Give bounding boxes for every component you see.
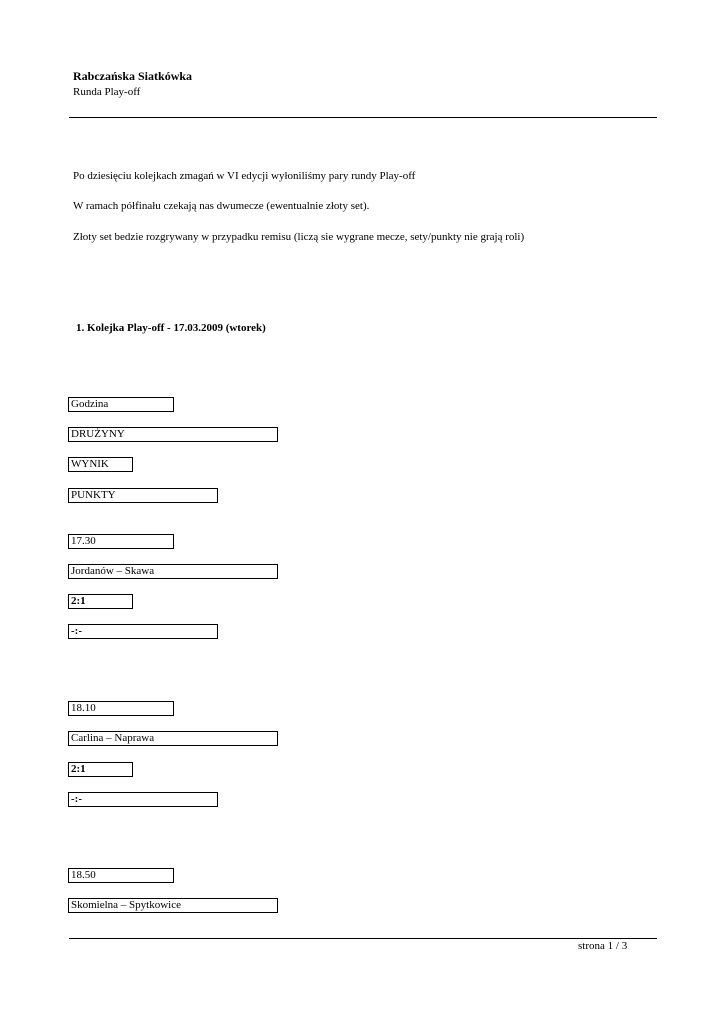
header-cell-result: WYNIK bbox=[68, 457, 133, 472]
intro-paragraph-3: Złoty set bedzie rozgrywany w przypadku remisu (liczą sie wygrane mecze, sety/punkty nie grają roli) bbox=[73, 231, 525, 243]
match-2-result: 2:1 bbox=[68, 762, 133, 777]
match-1-teams: Jordanów – Skawa bbox=[68, 564, 278, 579]
match-2-teams: Carlina – Naprawa bbox=[68, 731, 278, 746]
match-3-teams: Skomielna – Spytkowice bbox=[68, 898, 278, 913]
match-2-points: -:- bbox=[68, 792, 218, 807]
intro-paragraph-1: Po dziesięciu kolejkach zmagań w VI edycji wyłoniliśmy pary rundy Play-off bbox=[73, 170, 416, 182]
header-divider bbox=[69, 117, 657, 118]
match-1-time: 17.30 bbox=[68, 534, 174, 549]
footer-divider bbox=[69, 938, 657, 939]
header-cell-time: Godzina bbox=[68, 397, 174, 412]
round-heading: 1. Kolejka Play-off - 17.03.2009 (wtorek) bbox=[76, 322, 266, 334]
match-3-time: 18.50 bbox=[68, 868, 174, 883]
document-subtitle: Runda Play-off bbox=[73, 86, 141, 98]
document-title: Rabczańska Siatkówka bbox=[73, 69, 193, 83]
header-cell-teams: DRUŻYNY bbox=[68, 427, 278, 442]
header-cell-points: PUNKTY bbox=[68, 488, 218, 503]
page-number: strona 1 / 3 bbox=[578, 940, 628, 952]
intro-paragraph-2: W ramach półfinału czekają nas dwumecze (ewentualnie złoty set). bbox=[73, 200, 370, 212]
match-2-time: 18.10 bbox=[68, 701, 174, 716]
match-1-points: -:- bbox=[68, 624, 218, 639]
match-1-result: 2:1 bbox=[68, 594, 133, 609]
